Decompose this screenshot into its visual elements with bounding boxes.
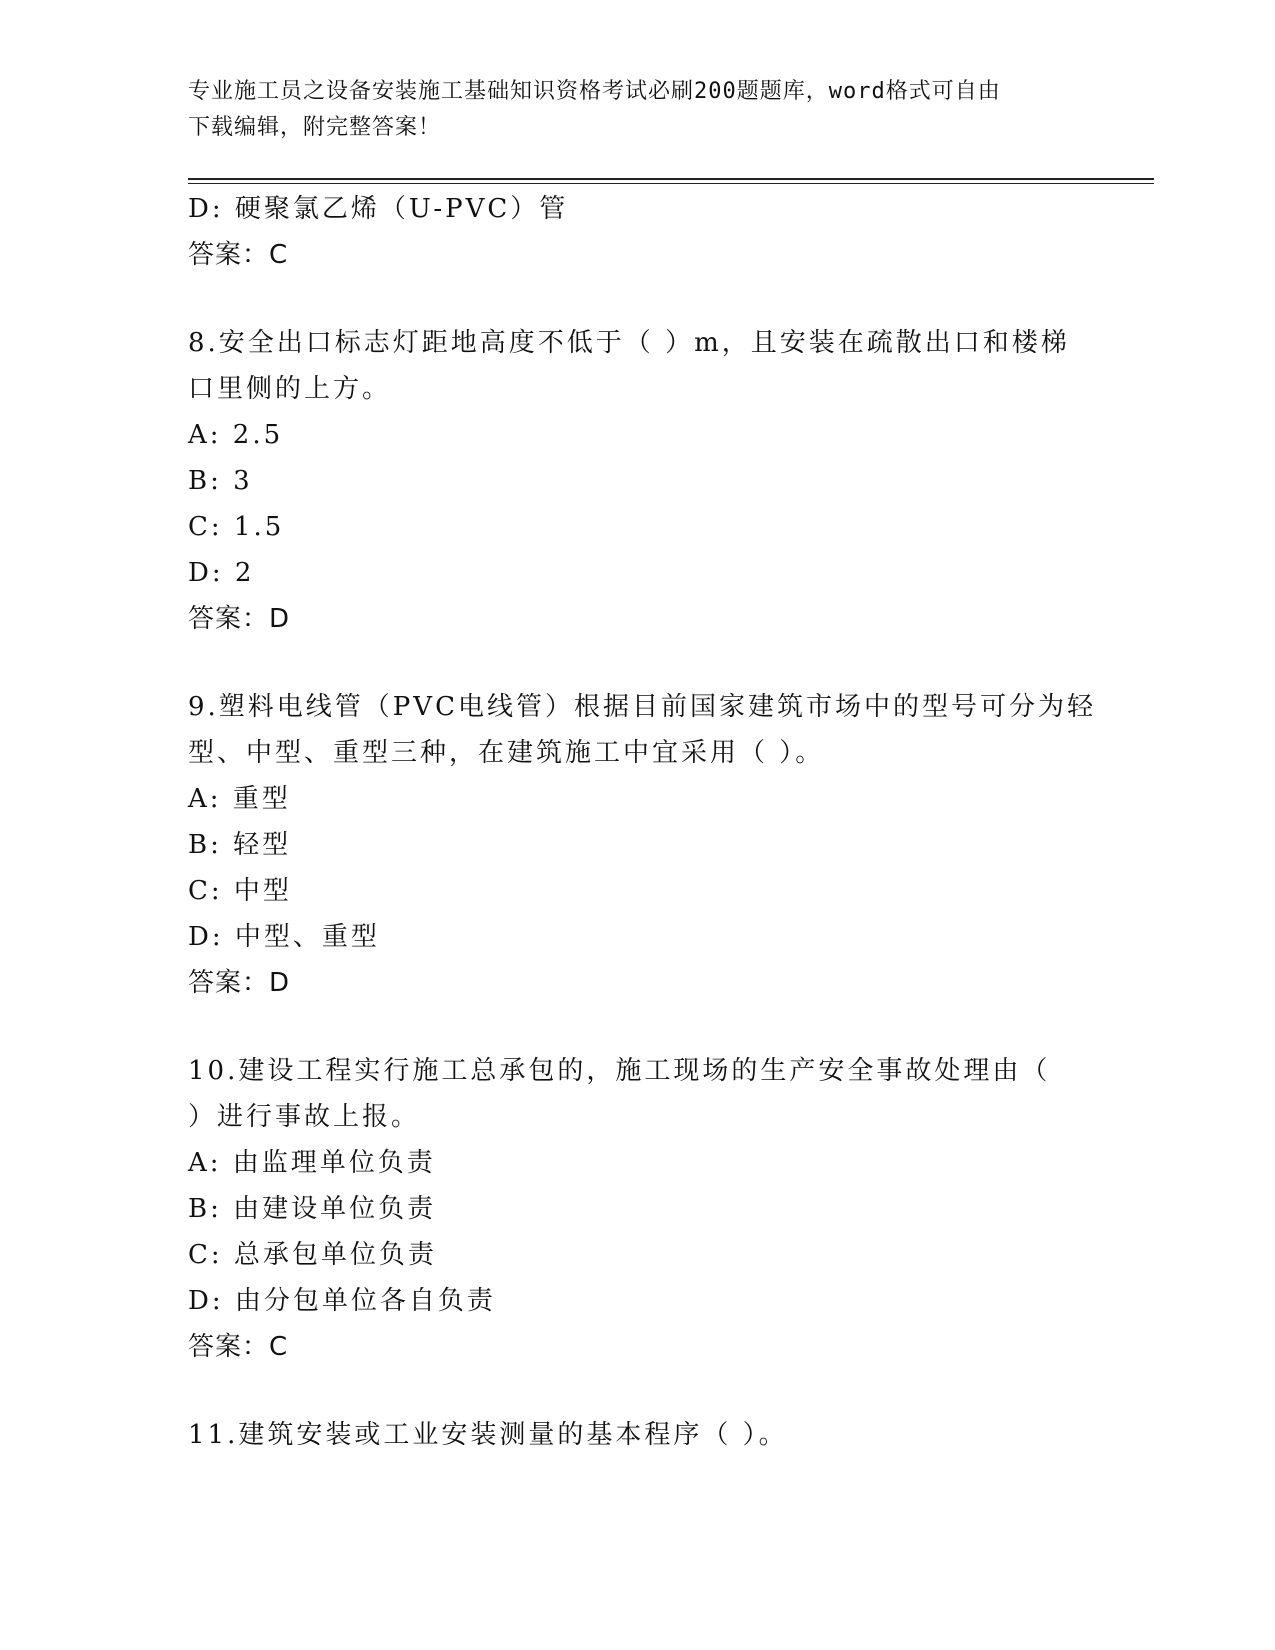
option-d: D: 2 xyxy=(188,558,255,588)
question-stem-line-2: 口里侧的上方。 xyxy=(188,374,392,404)
option-c: C: 中型 xyxy=(188,876,292,906)
option-c: C: 1.5 xyxy=(188,512,285,542)
question-8 xyxy=(188,320,1108,642)
option-b: B: 由建设单位负责 xyxy=(188,1194,437,1224)
question-10 xyxy=(188,1048,1108,1370)
option-c: C: 总承包单位负责 xyxy=(188,1240,437,1270)
header-line-2: 下载编辑，附完整答案！ xyxy=(188,115,442,140)
question-stem-line-2: 型、中型、重型三种，在建筑施工中宜采用（ ）。 xyxy=(188,738,825,768)
question-9 xyxy=(188,684,1108,1006)
document-header xyxy=(188,74,1088,146)
header-line-1: 专业施工员之设备安装施工基础知识资格考试必刷200题题库，word格式可自由 xyxy=(188,79,1001,104)
option-d: D: 硬聚氯乙烯（U-PVC）管 xyxy=(188,194,569,224)
option-d: D: 由分包单位各自负责 xyxy=(188,1286,496,1316)
question-stem-line-2: ）进行事故上报。 xyxy=(188,1102,421,1132)
answer-line: 答案：D xyxy=(188,604,291,634)
option-a: A: 重型 xyxy=(188,784,291,814)
header-divider-bottom xyxy=(188,183,1154,184)
option-a: A: 由监理单位负责 xyxy=(188,1148,436,1178)
previous-question-tail xyxy=(188,186,1108,278)
question-stem-line-1: 11.建筑安装或工业安装测量的基本程序（ ）。 xyxy=(188,1420,788,1450)
question-list xyxy=(188,186,1108,1458)
answer-line: 答案：C xyxy=(188,1332,289,1362)
option-d: D: 中型、重型 xyxy=(188,922,380,952)
header-divider-top xyxy=(188,178,1154,180)
option-b: B: 轻型 xyxy=(188,830,292,860)
question-11 xyxy=(188,1412,1108,1458)
option-a: A: 2.5 xyxy=(188,420,284,450)
question-stem-line-1: 10.建设工程实行施工总承包的，施工现场的生产安全事故处理由（ xyxy=(188,1056,1051,1086)
answer-line: 答案：C xyxy=(188,240,289,270)
answer-line: 答案：D xyxy=(188,968,291,998)
option-b: B: 3 xyxy=(188,466,253,496)
question-stem-line-1: 8.安全出口标志灯距地高度不低于（ ）m，且安装在疏散出口和楼梯 xyxy=(188,328,1070,358)
question-stem-line-1: 9.塑料电线管（PVC电线管）根据目前国家建筑市场中的型号可分为轻 xyxy=(188,692,1096,722)
